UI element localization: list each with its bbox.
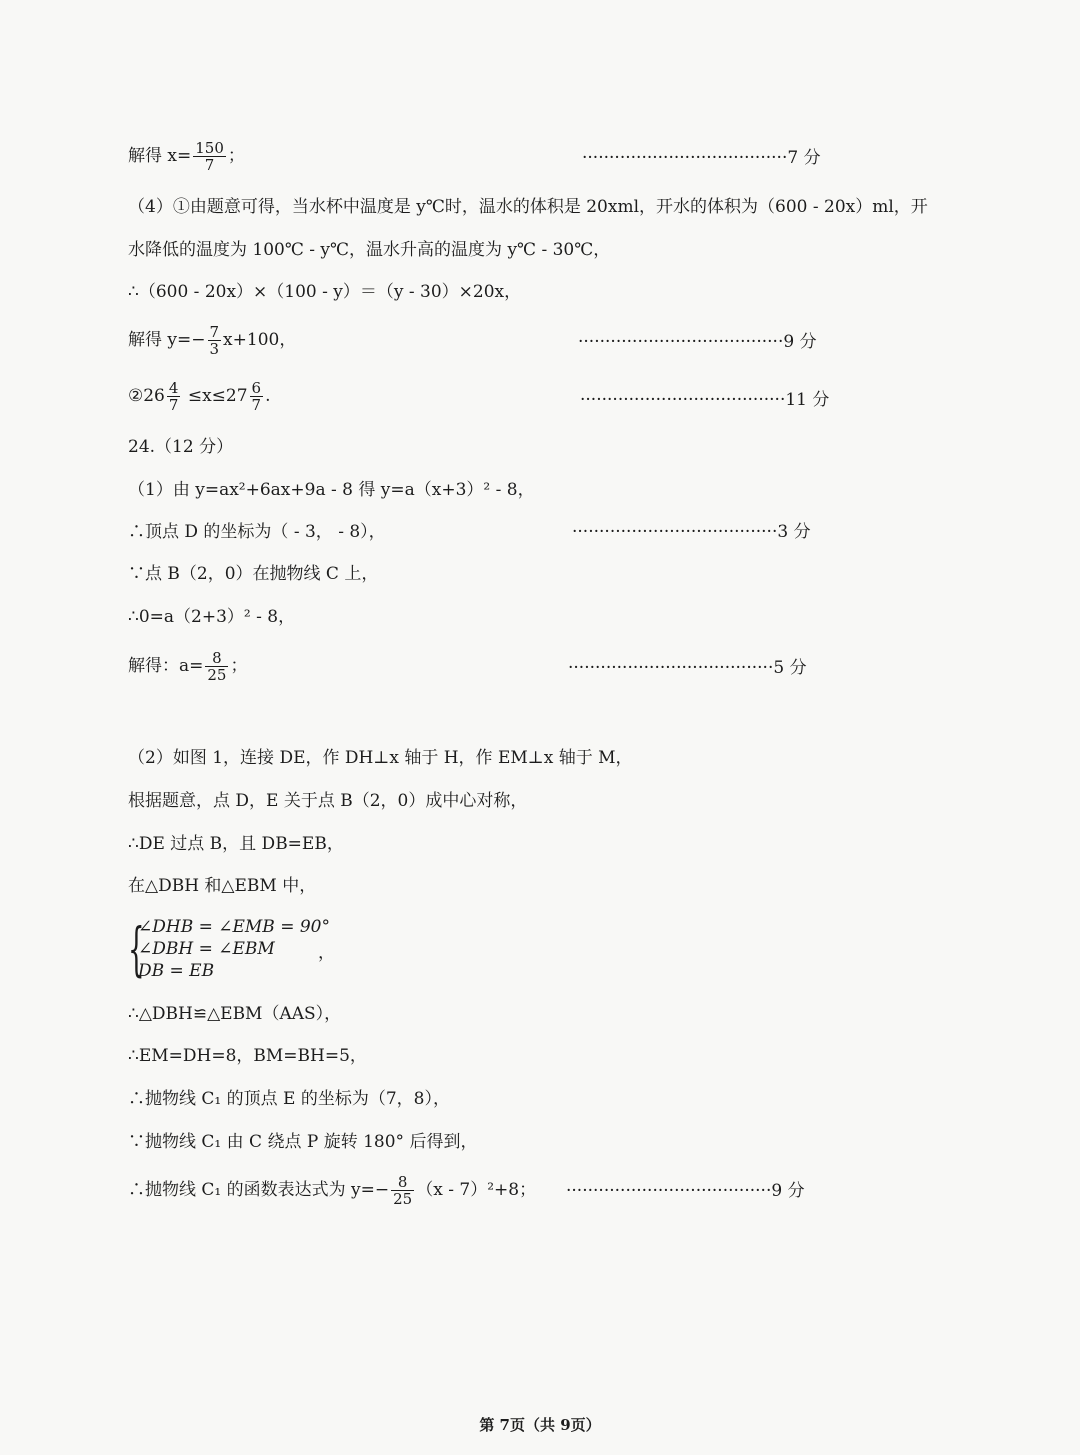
score-marker: ······································11 分 bbox=[580, 390, 830, 410]
denominator: 25 bbox=[393, 1190, 413, 1208]
substitute-line: ∴0=a（2+3）² - 8， bbox=[128, 607, 296, 627]
numerator: 150 bbox=[195, 139, 224, 157]
text: ≤x≤27 bbox=[182, 386, 248, 406]
text: ； bbox=[230, 656, 248, 676]
fraction bbox=[391, 1174, 414, 1207]
text: 解得：a= bbox=[128, 656, 204, 676]
text: ； bbox=[227, 146, 245, 166]
part-1-line: （1）由 y=ax²+6ax+9a - 8 得 y=a（x+3）² - 8， bbox=[128, 480, 535, 500]
denominator: 7 bbox=[204, 156, 215, 174]
denominator: 3 bbox=[209, 340, 220, 358]
text: x+100， bbox=[223, 330, 297, 350]
final-expression-line bbox=[128, 1174, 536, 1207]
text: ∴抛物线 C₁ 的函数表达式为 y=− bbox=[128, 1180, 390, 1200]
text: 解得 x= bbox=[128, 146, 192, 166]
score-marker: ······································7 分 bbox=[582, 148, 821, 168]
question-24-heading: 24.（12 分） bbox=[128, 437, 234, 457]
numerator: 8 bbox=[205, 650, 228, 667]
page-footer: 第 7页（共 9页） bbox=[479, 1416, 601, 1434]
score-marker: ······································9 分 bbox=[578, 332, 817, 352]
system-row: DB = EB bbox=[138, 961, 215, 981]
numerator: 8 bbox=[391, 1174, 414, 1191]
numerator: 4 bbox=[168, 379, 179, 397]
numerator: 7 bbox=[209, 323, 220, 341]
text: ②26 bbox=[128, 386, 165, 406]
congruence-line: ∴△DBH≌△EBM（AAS）， bbox=[128, 1004, 342, 1024]
triangle-line: 在△DBH 和△EBM 中， bbox=[128, 876, 317, 896]
numerator: 6 bbox=[251, 379, 262, 397]
score-marker: ······································5 分 bbox=[568, 658, 807, 678]
range-line bbox=[128, 380, 271, 413]
de-line: ∴DE 过点 B，且 DB=EB， bbox=[128, 834, 344, 854]
vertex-line: ∴顶点 D 的坐标为（ - 3， - 8）， bbox=[128, 522, 386, 542]
part-2-intro: （2）如图 1，连接 DE，作 DH⊥x 轴于 H，作 EM⊥x 轴于 M， bbox=[128, 748, 633, 768]
text: （x - 7）²+8； bbox=[416, 1180, 537, 1200]
system-comma: ， bbox=[318, 943, 335, 963]
part-4-temperature: 水降低的温度为 100℃ - y℃，温水升高的温度为 y℃ - 30℃， bbox=[128, 240, 611, 260]
system-row: ∠DBH = ∠EBM bbox=[138, 939, 275, 959]
score-marker: ······································3 分 bbox=[572, 522, 811, 542]
symmetry-line: 根据题意，点 D，E 关于点 B（2，0）成中心对称， bbox=[128, 791, 528, 811]
equation-line: ∴（600 - 20x）×（100 - y）＝（y - 30）×20x， bbox=[128, 282, 522, 302]
fraction bbox=[205, 650, 228, 683]
vertex-e-line: ∴抛物线 C₁ 的顶点 E 的坐标为（7，8）， bbox=[128, 1089, 450, 1109]
system-row: ∠DHB = ∠EMB = 90° bbox=[138, 917, 330, 937]
solution-line-a bbox=[128, 650, 247, 683]
score-marker: ······································9 分 bbox=[566, 1181, 805, 1201]
equation-system bbox=[128, 916, 368, 986]
fraction bbox=[193, 140, 226, 173]
denominator: 7 bbox=[251, 396, 262, 414]
fraction bbox=[250, 380, 264, 413]
text: . bbox=[265, 386, 271, 406]
lengths-line: ∴EM=DH=8，BM=BH=5， bbox=[128, 1046, 367, 1066]
solution-line-y bbox=[128, 324, 296, 357]
denominator: 25 bbox=[207, 666, 227, 684]
solution-line-x bbox=[128, 140, 245, 173]
fraction bbox=[167, 380, 181, 413]
fraction bbox=[208, 324, 222, 357]
denominator: 7 bbox=[168, 396, 179, 414]
rotation-line: ∵抛物线 C₁ 由 C 绕点 P 旋转 180° 后得到， bbox=[128, 1132, 478, 1152]
text: 解得 y=− bbox=[128, 330, 206, 350]
brace-icon: { bbox=[128, 915, 145, 983]
point-b-line: ∵点 B（2，0）在抛物线 C 上， bbox=[128, 564, 379, 584]
part-4-intro: （4）①由题意可得，当水杯中温度是 y℃时，温水的体积是 20xml，开水的体积为（600 - 20x）ml，开 bbox=[128, 197, 928, 217]
